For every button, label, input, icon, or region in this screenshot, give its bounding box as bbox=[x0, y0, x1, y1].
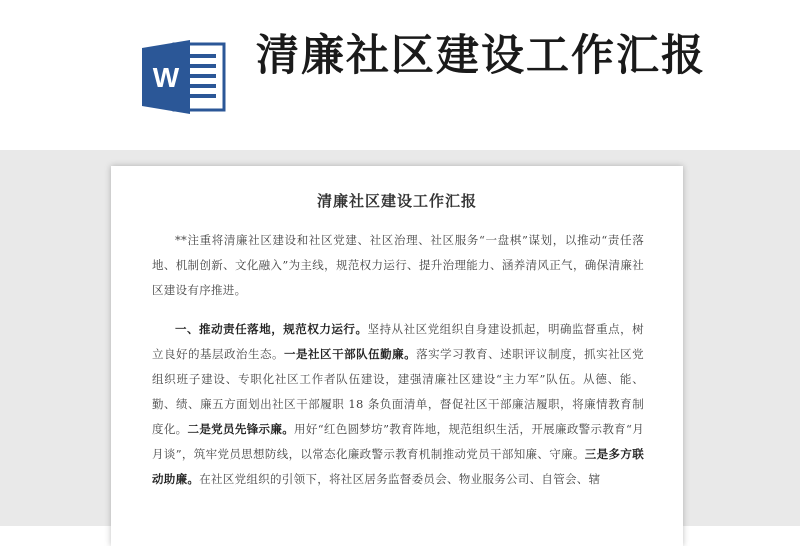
subheading-one-text: 落实学习教育、述职评议制度，抓实社区党组织班子建设、专职化社区工作者队伍建设，建强清廉社区建设“主力军”队伍。从德、能、勤、绩、廉五方面划出社区干部履职 18 条负面清单，督促社区干部廉洁履职，将廉情教育制度化。 bbox=[152, 347, 644, 436]
subheading-one: 一是社区干部队伍勤廉。 bbox=[284, 347, 417, 361]
paragraph-section-one bbox=[152, 317, 644, 492]
subheading-three-text: 在社区党组织的引领下，将社区居务监督委员会、物业服务公司、自管会、辖 bbox=[199, 472, 601, 486]
page-title: 清廉社区建设工作汇报 bbox=[256, 31, 706, 81]
subheading-three: 三是多方联动助廉。 bbox=[152, 447, 644, 486]
subheading-two-text: 用好“红色圆梦坊”教育阵地，规范组织生活，开展廉政警示教育“月月谈”，筑牢党员思想防线，以常态化廉政警示教育机制推动党员干部知廉、守廉。 bbox=[152, 422, 645, 461]
word-document-icon bbox=[140, 38, 228, 116]
word-icon-letter: W bbox=[152, 62, 180, 93]
subheading-two: 二是党员先锋示廉。 bbox=[187, 422, 295, 436]
header-banner bbox=[0, 0, 800, 150]
document-page bbox=[111, 166, 683, 546]
document-body bbox=[152, 228, 644, 492]
section-heading: 一、推动责任落地，规范权力运行。 bbox=[175, 322, 368, 336]
paragraph-intro: **注重将清廉社区建设和社区党建、社区治理、社区服务“一盘棋”谋划，以推动“责任落地、机制创新、文化融入”为主线，规范权力运行、提升治理能力、涵养清风正气，确保清廉社区建设有序推进。 bbox=[152, 233, 644, 297]
document-title: 清廉社区建设工作汇报 bbox=[316, 192, 477, 210]
section-text: 坚持从社区党组织自身建设抓起，明确监督重点，树立良好的基层政治生态。 bbox=[152, 322, 644, 361]
